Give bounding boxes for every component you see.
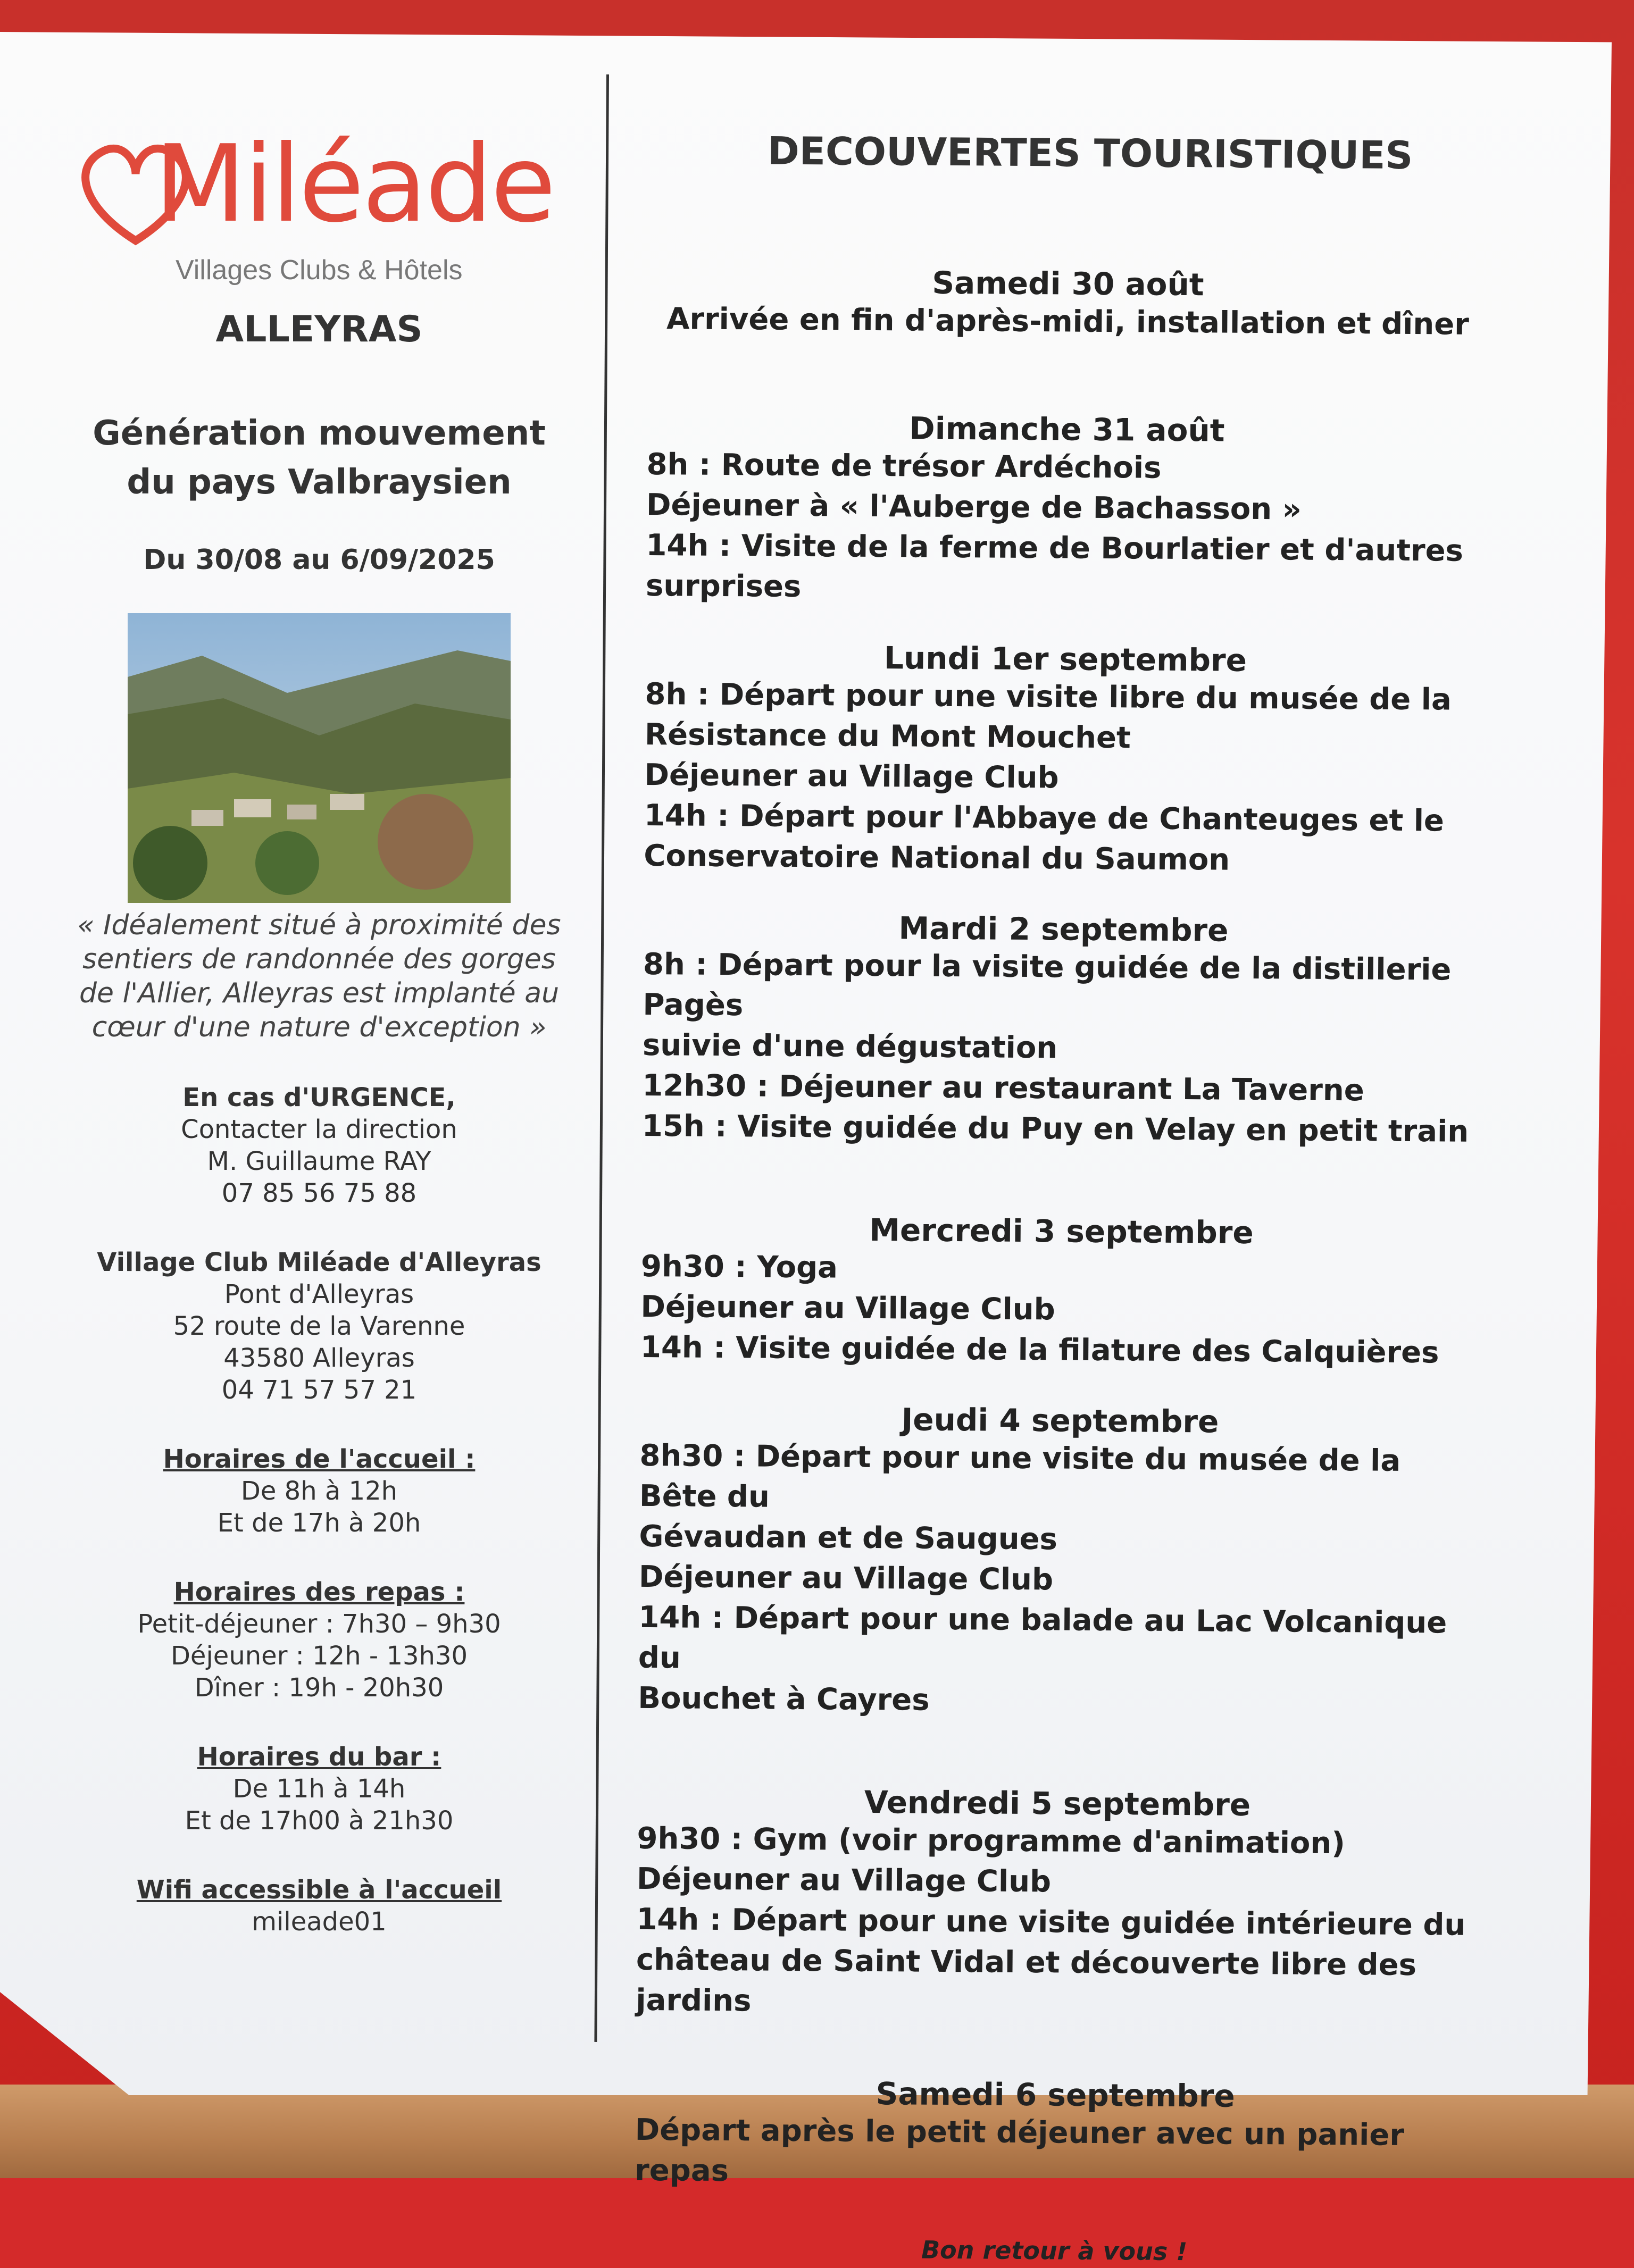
day-heading: Samedi 6 septembre bbox=[876, 2075, 1235, 2114]
day-lundi-1 bbox=[644, 638, 1486, 882]
wifi-info bbox=[69, 1874, 569, 1938]
day-samedi-6 bbox=[635, 2074, 1475, 2197]
day-vendredi-5 bbox=[636, 1782, 1478, 2027]
day-line: 14h : Visite guidée de la filature des Calquières bbox=[640, 1329, 1439, 1370]
day-heading: Lundi 1er septembre bbox=[883, 640, 1247, 679]
logo-wordmark: Miléade bbox=[154, 122, 554, 246]
village-heading: Village Club Miléade d'Alleyras bbox=[97, 1248, 541, 1277]
reception-line2: Et de 17h à 20h bbox=[217, 1508, 421, 1538]
day-line: Départ après le petit déjeuner avec un panier repas bbox=[634, 2112, 1405, 2189]
day-line: château de Saint Vidal et découverte libre des jardins bbox=[636, 1942, 1417, 2019]
closing-message: Bon retour à vous ! bbox=[921, 2235, 1188, 2266]
day-line: surprises bbox=[645, 568, 802, 605]
emergency-line1: Contacter la direction bbox=[181, 1115, 457, 1144]
day-line: suivie d'une dégustation bbox=[642, 1027, 1058, 1066]
day-heading: Vendredi 5 septembre bbox=[864, 1784, 1251, 1823]
day-line: 14h : Départ pour une balade au Lac Volcanique du bbox=[638, 1600, 1447, 1676]
day-mardi-2 bbox=[642, 908, 1484, 1152]
day-line: 8h : Départ pour la visite guidée de la distillerie Pagès bbox=[643, 947, 1452, 1023]
day-line: 14h : Visite de la ferme de Bourlatier et d'autres bbox=[646, 528, 1464, 568]
day-line: Déjeuner au Village Club bbox=[644, 757, 1059, 796]
day-heading: Samedi 30 août bbox=[932, 264, 1204, 303]
meal-heading: Horaires des repas : bbox=[173, 1577, 465, 1607]
bar-hours bbox=[69, 1741, 569, 1837]
day-line: Conservatoire National du Saumon bbox=[644, 838, 1230, 877]
day-line: 8h : Route de trésor Ardéchois bbox=[646, 447, 1162, 486]
reception-heading: Horaires de l'accueil : bbox=[163, 1444, 476, 1474]
day-line: 12h30 : Déjeuner au restaurant La Taverne bbox=[642, 1068, 1364, 1108]
reception-hours bbox=[69, 1443, 569, 1539]
left-column bbox=[69, 106, 569, 1938]
day-line: Déjeuner au Village Club bbox=[636, 1861, 1052, 1899]
stay-dates: Du 30/08 au 6/09/2025 bbox=[143, 544, 495, 576]
day-heading: Mardi 2 septembre bbox=[898, 910, 1229, 949]
emergency-line2: M. Guillaume RAY bbox=[207, 1146, 431, 1176]
day-line: 9h30 : Yoga bbox=[640, 1249, 838, 1285]
village-line2: 52 route de la Varenne bbox=[173, 1311, 465, 1341]
wifi-password: mileade01 bbox=[252, 1907, 387, 1937]
location-title: ALLEYRAS bbox=[215, 308, 423, 350]
reception-line1: De 8h à 12h bbox=[240, 1476, 398, 1506]
day-heading: Dimanche 31 août bbox=[909, 410, 1225, 449]
day-line: Déjeuner à « l'Auberge de Bachasson » bbox=[646, 487, 1302, 527]
day-heading: Jeudi 4 septembre bbox=[901, 1401, 1219, 1440]
village-address bbox=[69, 1246, 569, 1406]
day-line: 9h30 : Gym (voir programme d'animation) bbox=[637, 1821, 1346, 1861]
day-line: Bouchet à Cayres bbox=[638, 1680, 930, 1718]
day-line: 15h : Visite guidée du Puy en Velay en petit train bbox=[641, 1108, 1469, 1149]
day-heading: Mercredi 3 septembre bbox=[869, 1211, 1254, 1251]
bar-line2: Et de 17h00 à 21h30 bbox=[185, 1806, 454, 1836]
group-name: Génération mouvement du pays Valbraysien bbox=[93, 414, 546, 502]
day-line: Déjeuner au Village Club bbox=[638, 1559, 1054, 1597]
day-line: Arrivée en fin d'après-midi, installation et dîner bbox=[666, 302, 1470, 342]
valley-photo bbox=[128, 613, 511, 903]
day-line: 14h : Départ pour une visite guidée intérieure du bbox=[636, 1902, 1466, 1943]
day-samedi-30 bbox=[647, 263, 1488, 345]
bar-heading: Horaires du bar : bbox=[197, 1742, 441, 1772]
wifi-heading: Wifi accessible à l'accueil bbox=[136, 1875, 502, 1905]
bar-line1: De 11h à 14h bbox=[232, 1774, 406, 1804]
emergency-phone: 07 85 56 75 88 bbox=[221, 1178, 417, 1208]
day-jeudi-4 bbox=[638, 1400, 1480, 1725]
meal-hours bbox=[69, 1576, 569, 1704]
day-line: 8h : Départ pour une visite libre du musée de la bbox=[645, 676, 1452, 717]
program-title: DECOUVERTES TOURISTIQUES bbox=[767, 128, 1413, 178]
day-dimanche-31 bbox=[646, 408, 1488, 612]
meal-line3: Dîner : 19h - 20h30 bbox=[194, 1673, 444, 1703]
day-line: Résistance du Mont Mouchet bbox=[644, 717, 1131, 756]
meal-line1: Petit-déjeuner : 7h30 – 9h30 bbox=[137, 1609, 501, 1639]
mileade-logo bbox=[69, 106, 569, 286]
logo-tagline: Villages Clubs & Hôtels bbox=[176, 255, 463, 286]
day-line: Gévaudan et de Saugues bbox=[639, 1519, 1058, 1557]
village-line3: 43580 Alleyras bbox=[223, 1343, 415, 1373]
village-line1: Pont d'Alleyras bbox=[224, 1279, 414, 1309]
village-phone: 04 71 57 57 21 bbox=[221, 1375, 417, 1405]
meal-line2: Déjeuner : 12h - 13h30 bbox=[170, 1641, 468, 1671]
emergency-contact bbox=[69, 1082, 569, 1209]
valley-landscape-image bbox=[128, 613, 511, 903]
day-line: Déjeuner au Village Club bbox=[640, 1289, 1055, 1327]
right-column bbox=[634, 128, 1489, 2268]
emergency-heading: En cas d'URGENCE, bbox=[182, 1083, 456, 1112]
day-mercredi-3 bbox=[640, 1210, 1482, 1374]
day-line: 14h : Départ pour l'Abbaye de Chanteuges et le bbox=[644, 798, 1445, 839]
location-quote: « Idéalement situé à proximité des sentiers de randonnée des gorges de l'Allier, Alleyras est implanté au cœur d'une nature d'exception » bbox=[77, 909, 561, 1043]
day-line: 8h30 : Départ pour une visite du musée de la Bête du bbox=[639, 1438, 1401, 1514]
